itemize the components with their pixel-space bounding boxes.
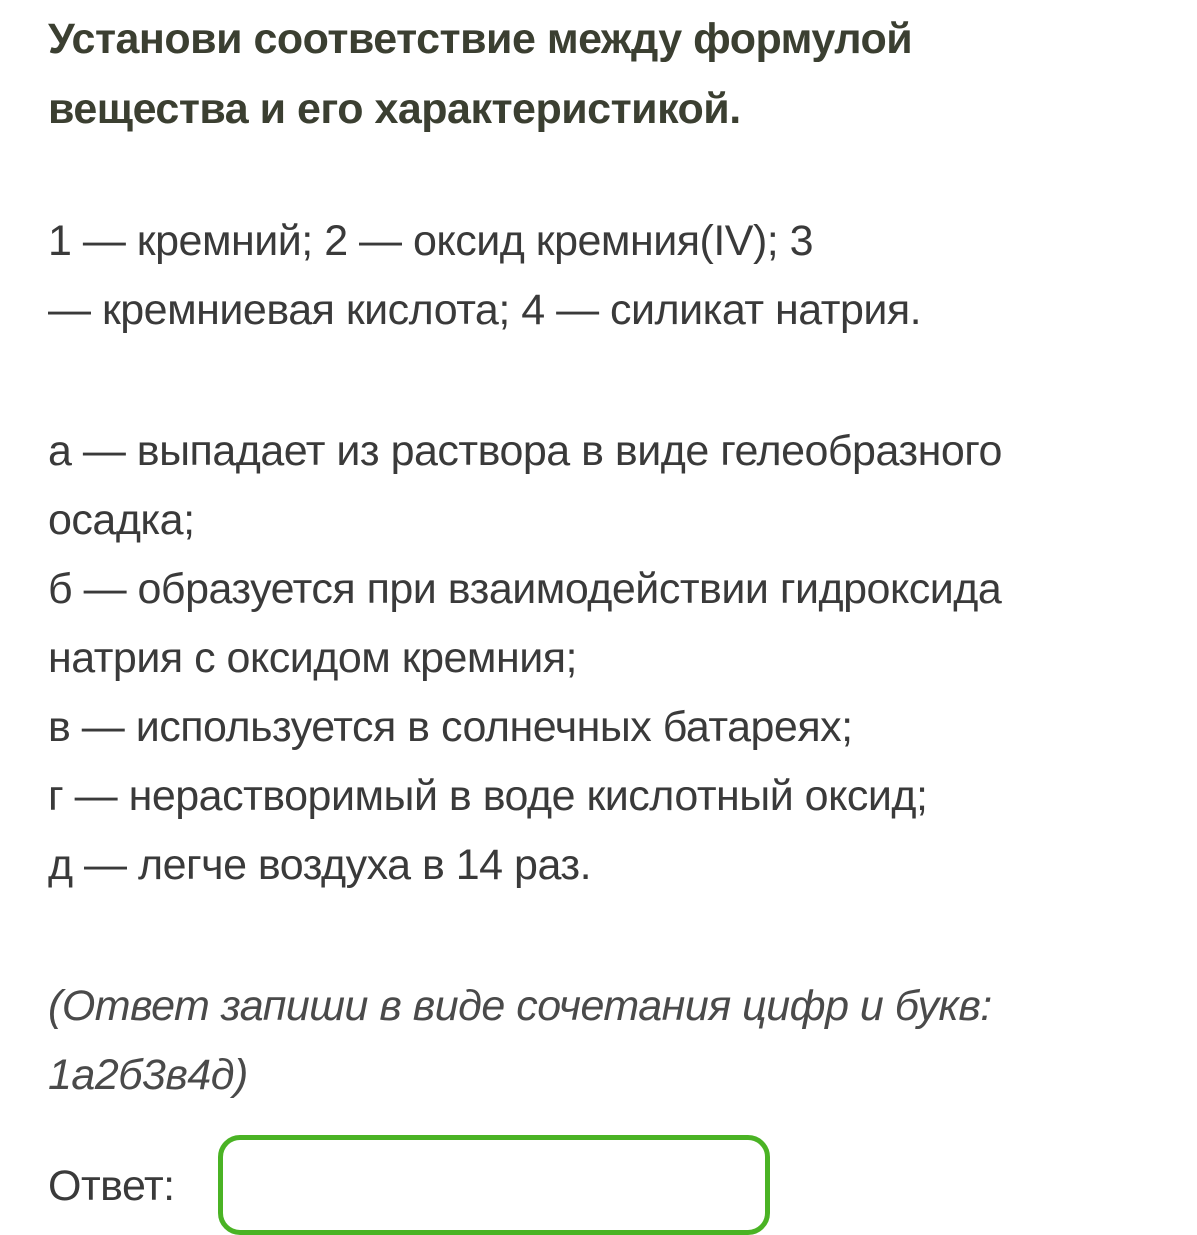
characteristic-line: г — нерастворимый в воде кислотный оксид;	[48, 772, 928, 820]
answer-format-hint	[48, 972, 1158, 1110]
characteristic-line: а — выпадает из раствора в виде гелеобразного	[48, 427, 1002, 475]
substances-list	[48, 207, 1158, 345]
hint-line: (Ответ запиши в виде сочетания цифр и букв:	[48, 982, 992, 1030]
substances-line: 1 — кремний; 2 — оксид кремния(IV); 3	[48, 217, 814, 265]
answer-label: Ответ:	[48, 1162, 175, 1210]
answer-input[interactable]	[218, 1135, 770, 1235]
characteristic-line: б — образуется при взаимодействии гидроксида	[48, 565, 1002, 613]
characteristics-list	[48, 417, 1158, 900]
characteristic-line: в — используется в солнечных батареях;	[48, 703, 853, 751]
task-title-line: Установи соответствие между формулой	[48, 15, 913, 63]
characteristic-line: д — легче воздуха в 14 раз.	[48, 841, 592, 889]
characteristic-line: натрия с оксидом кремния;	[48, 634, 577, 682]
hint-line: 1а2б3в4д)	[48, 1051, 248, 1099]
task-title-line: вещества и его характеристикой.	[48, 85, 741, 133]
substances-line: — кремниевая кислота; 4 — силикат натрия.	[48, 286, 922, 334]
characteristic-line: осадка;	[48, 496, 195, 544]
task-title	[48, 4, 1148, 144]
